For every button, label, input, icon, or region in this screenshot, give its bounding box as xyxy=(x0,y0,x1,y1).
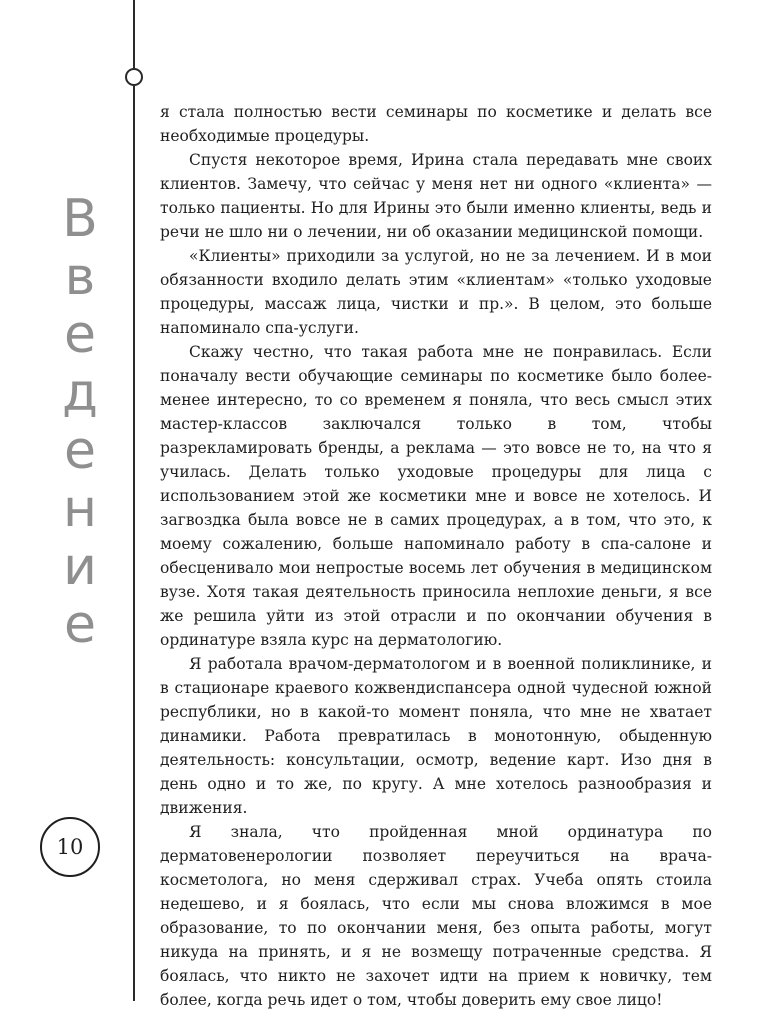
margin-ring-ornament xyxy=(125,68,143,86)
paragraph: я стала полностью вести семинары по косметике и делать все необходимые процедуры. xyxy=(160,103,712,145)
body-text xyxy=(160,100,712,1012)
chapter-title-letter: в xyxy=(64,247,96,307)
paragraph: «Клиенты» приходили за услугой, но не за лечением. И в мои обязанности входило делать этим «клиентам» «только уходовые процедуры, массаж лица, чистки и пр.». В целом, это больше напоминало спа-услуги. xyxy=(160,247,712,337)
paragraph: Скажу честно, что такая работа мне не понравилась. Если поначалу вести обучающие семинары по косметике было более-менее интересно, то со временем я поняла, что весь смысл этих мастер-классов заключался только в том, чтобы разрекламировать бренды, а реклама — это вовсе не то, на что я училась. Делать только уходовые процедуры для лица с использованием этой же косметики мне и вовсе не хотелось. И загвоздка была вовсе не в самих процедурах, а в том, что это, к моему сожалению, больше напоминало работу в спа-салоне и обесценивало мои непростые восемь лет обучения в медицинском вузе. Хотя такая деятельность приносила неплохие деньги, я все же решила уйти из этой отрасли и по окончании обучения в ординатуре взяла курс на дерматологию. xyxy=(160,343,712,649)
chapter-title-letter: е xyxy=(64,305,96,365)
paragraph: Я знала, что пройденная мной ординатура по дерматовенерологии позволяет переучиться на врача-косметолога, но меня сдерживал страх. Учеба опять стоила недешево, и я боялась, что если мы снова вложимся в мое образование, то по окончании меня, без опыта работы, могут никуда на принять, и я не возмещу потраченные средства. Я боялась, что никто не захочет идти на прием к новичку, тем более, когда речь идет о том, чтобы доверить ему свое лицо! xyxy=(160,823,712,1009)
page-number: 10 xyxy=(40,817,100,877)
paragraph: Я работала врачом-дерматологом и в военной поликлинике, и в стационаре краевого кожвендиспансера одной чудесной южной республики, но в какой-то момент поняла, что мне не хватает динамики. Работа превратилась в монотонную, обыденную деятельность: консультации, осмотр, ведение карт. Изо дня в день одно и то же, по кругу. А мне хотелось разнообразия и движения. xyxy=(160,655,712,817)
margin-rule-bottom xyxy=(133,86,135,1001)
chapter-title-letter: В xyxy=(62,189,98,249)
chapter-title-vertical xyxy=(50,190,110,654)
chapter-title-letter: и xyxy=(63,537,97,597)
margin-rule-top xyxy=(133,0,135,68)
chapter-title-letter: д xyxy=(62,363,98,423)
chapter-title-letter: е xyxy=(64,595,96,655)
chapter-title-letter: е xyxy=(64,421,96,481)
paragraph: Спустя некоторое время, Ирина стала передавать мне своих клиентов. Замечу, что сейчас у меня нет ни одного «клиента» — только пациенты. Но для Ирины это были именно клиенты, ведь и речи не шло ни о лечении, ни об оказании медицинской помощи. xyxy=(160,151,712,241)
chapter-title-letter: н xyxy=(63,479,97,539)
